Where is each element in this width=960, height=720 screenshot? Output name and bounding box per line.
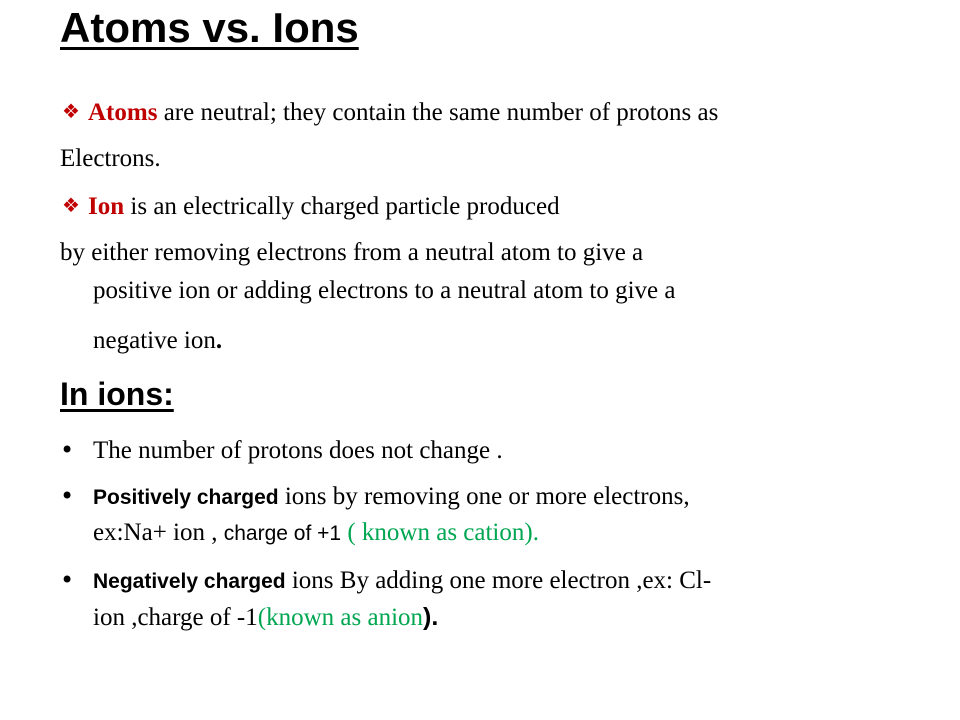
bullet-icon: • bbox=[60, 482, 75, 510]
page-title: Atoms vs. Ions bbox=[60, 4, 359, 51]
atoms-text-1: are neutral; they contain the same number of protons as bbox=[157, 99, 719, 126]
bullet-icon: • bbox=[60, 566, 75, 594]
ion-line-3: positive ion or adding electrons to a neutral atom to give a bbox=[93, 277, 676, 304]
ion-line-1 bbox=[62, 192, 560, 222]
atoms-term: Atoms bbox=[88, 99, 158, 126]
atoms-line-1 bbox=[62, 98, 718, 128]
bullet-2-bold: Positively charged bbox=[93, 486, 279, 509]
section-heading: In ions: bbox=[60, 376, 174, 412]
ion-term: Ion bbox=[88, 193, 125, 220]
bullet-3-text-2a: ion ,charge of -1 bbox=[93, 604, 258, 631]
bullet-3-text-1: ions By adding one more electron ,ex: Cl- bbox=[285, 567, 712, 594]
ion-line-2: by either removing electrons from a neutral atom to give a bbox=[60, 239, 644, 266]
diamond-cluster-icon: ❖ bbox=[62, 101, 80, 123]
bullet-3-text-2b: (known as anion bbox=[257, 604, 424, 631]
ion-text-4: negative ion bbox=[93, 327, 216, 354]
ion-line-4 bbox=[93, 326, 222, 356]
bullet-3-text-2c: ). bbox=[423, 603, 439, 631]
bullet-2-text-1: ions by removing one or more electrons, bbox=[278, 483, 690, 510]
bullet-2-text-2a: ex:Na+ ion , bbox=[93, 519, 224, 546]
bullet-3-line-1 bbox=[93, 566, 711, 596]
bullet-1-text: The number of protons does not change . bbox=[93, 437, 503, 464]
diamond-cluster-icon: ❖ bbox=[62, 195, 80, 217]
ion-text-1: is an electrically charged particle produced bbox=[124, 193, 560, 220]
bullet-2-line-1 bbox=[93, 482, 690, 512]
bullet-2-text-2c: ( known as cation). bbox=[341, 519, 539, 546]
bullet-icon: • bbox=[60, 436, 75, 464]
bullet-3-bold: Negatively charged bbox=[93, 570, 286, 593]
bullet-2-text-2b: charge of +1 bbox=[223, 522, 342, 545]
ion-text-4-end: . bbox=[215, 327, 223, 354]
bullet-3-line-2 bbox=[93, 602, 438, 633]
atoms-line-2: Electrons. bbox=[60, 145, 161, 172]
bullet-2-line-2 bbox=[93, 518, 539, 548]
